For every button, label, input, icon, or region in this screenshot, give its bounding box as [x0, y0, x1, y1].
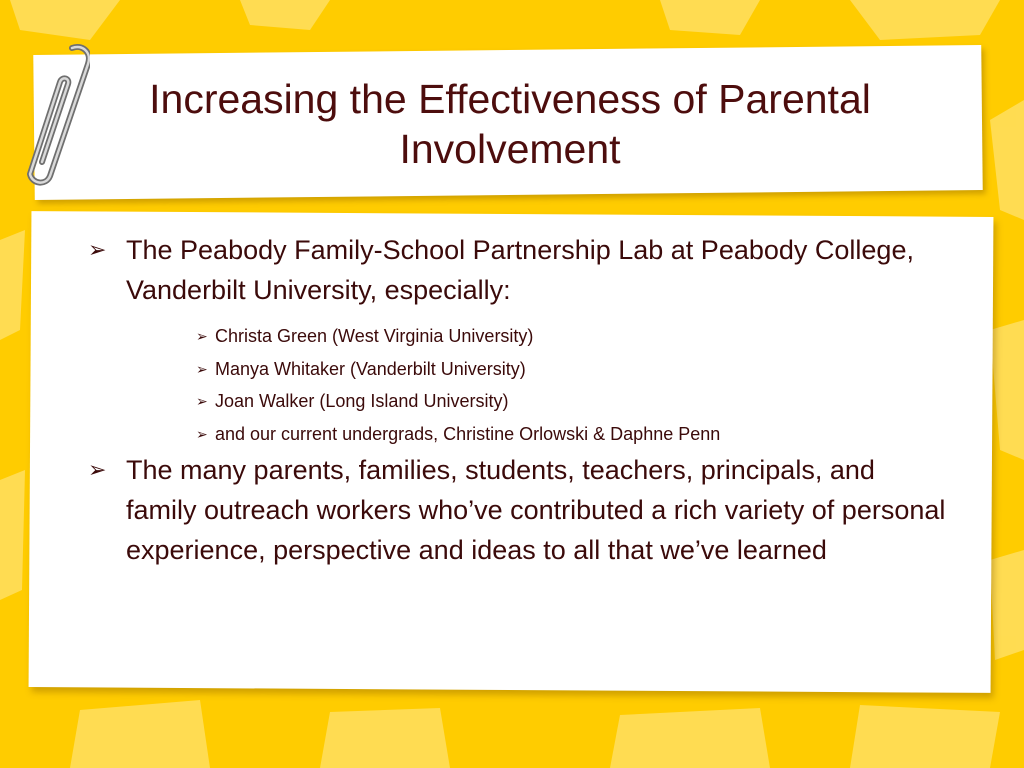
- arrow-bullet-icon: ➢: [196, 425, 208, 442]
- sub-bullet-item: [88, 353, 948, 386]
- bullet-item-1: [88, 230, 948, 310]
- sub-bullet-text: and our current undergrads, Christine Orlowski & Daphne Penn: [215, 423, 721, 444]
- arrow-bullet-icon: ➢: [196, 328, 208, 344]
- arrow-bullet-icon: ➢: [196, 393, 208, 409]
- bullet-item-2: [88, 450, 948, 570]
- paperclip-icon: [20, 38, 90, 188]
- bullet-list: [88, 230, 948, 570]
- sub-bullet-item: [88, 320, 948, 353]
- slide-title: Increasing the Effectiveness of Parental Involvement: [149, 76, 871, 172]
- sub-bullet-list: [88, 320, 948, 450]
- sub-bullet-item: [88, 385, 948, 418]
- sub-bullet-text: Christa Green (West Virginia University): [215, 326, 534, 346]
- sub-bullet-text: Joan Walker (Long Island University): [215, 391, 509, 411]
- bullet-text: The Peabody Family-School Partnership Lab at Peabody College, Vanderbilt University, especially:: [126, 235, 914, 305]
- arrow-bullet-icon: ➢: [88, 237, 107, 262]
- arrow-bullet-icon: ➢: [88, 457, 107, 482]
- sub-bullet-item: [88, 418, 948, 451]
- arrow-bullet-icon: ➢: [196, 360, 208, 377]
- bullet-text: The many parents, families, students, teachers, principals, and family outreach workers who’ve contributed a rich variety of personal experience, perspective and ideas to all that we’ve learned: [126, 455, 946, 565]
- sub-bullet-text: Manya Whitaker (Vanderbilt University): [215, 358, 526, 379]
